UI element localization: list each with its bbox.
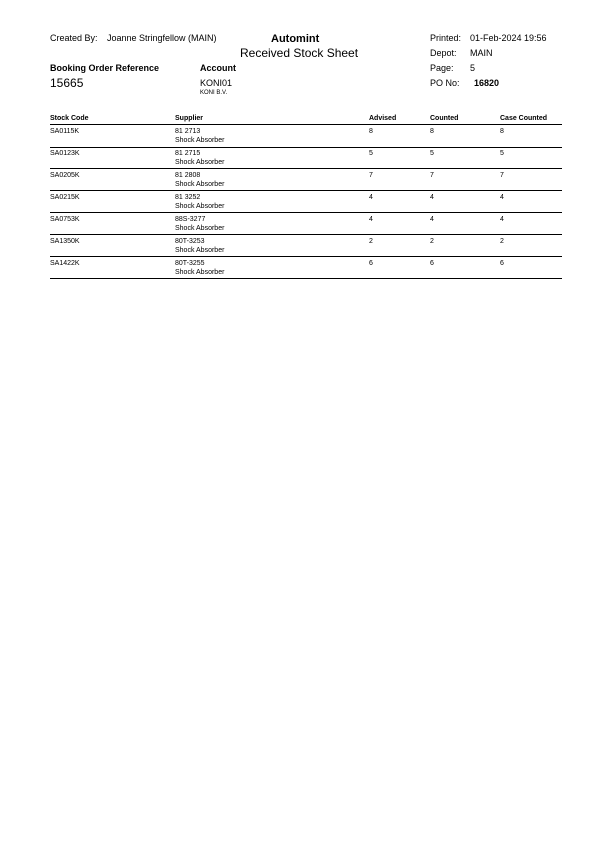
stock-code-cell: SA0205K: [50, 172, 80, 179]
case-counted-cell: 8: [500, 128, 504, 135]
column-header-stock-code: Stock Code: [50, 115, 89, 122]
description-cell: Shock Absorber: [175, 137, 225, 144]
supplier-cell: 81 2808: [175, 172, 201, 179]
counted-cell: 4: [430, 216, 434, 223]
stock-code-cell: SA0123K: [50, 150, 80, 157]
supplier-cell: 88S-3277: [175, 216, 206, 223]
booking-ref-label: Booking Order Reference: [50, 63, 160, 73]
column-header-advised: Advised: [369, 115, 397, 122]
description-cell: Shock Absorber: [175, 181, 225, 188]
case-counted-cell: 4: [500, 216, 504, 223]
stock-code-cell: SA0753K: [50, 216, 80, 223]
case-counted-cell: 4: [500, 194, 504, 201]
advised-cell: 4: [369, 216, 373, 223]
description-cell: Shock Absorber: [175, 225, 225, 232]
created-by-value: Joanne Stringfellow (MAIN): [107, 33, 217, 43]
counted-cell: 8: [430, 128, 434, 135]
row-divider: [50, 147, 562, 148]
case-counted-cell: 5: [500, 150, 504, 157]
row-divider: [50, 190, 562, 191]
description-cell: Shock Absorber: [175, 159, 225, 166]
column-header-supplier: Supplier: [175, 115, 204, 122]
advised-cell: 8: [369, 128, 373, 135]
stock-code-cell: SA1422K: [50, 260, 80, 267]
case-counted-cell: 6: [500, 260, 504, 267]
stock-code-cell: SA1350K: [50, 238, 80, 245]
booking-ref-value: 15665: [50, 76, 84, 90]
account-label: Account: [200, 63, 236, 73]
supplier-cell: 81 2713: [175, 128, 201, 135]
counted-cell: 7: [430, 172, 434, 179]
page-label: Page:: [430, 63, 454, 73]
row-divider: [50, 256, 562, 257]
advised-cell: 7: [369, 172, 373, 179]
column-header-counted: Counted: [430, 115, 459, 122]
counted-cell: 2: [430, 238, 434, 245]
row-divider: [50, 234, 562, 235]
company-name: Automint: [271, 33, 320, 45]
po-label: PO No:: [430, 78, 460, 88]
depot-value: MAIN: [470, 48, 493, 58]
supplier-cell: 80T-3255: [175, 260, 205, 267]
counted-cell: 5: [430, 150, 434, 157]
counted-cell: 4: [430, 194, 434, 201]
header-divider: [50, 124, 562, 125]
advised-cell: 4: [369, 194, 373, 201]
row-divider: [50, 168, 562, 169]
column-header-case-counted: Case Counted: [500, 115, 548, 122]
supplier-cell: 81 2715: [175, 150, 201, 157]
created-by-label: Created By:: [50, 33, 98, 43]
description-cell: Shock Absorber: [175, 203, 225, 210]
case-counted-cell: 7: [500, 172, 504, 179]
supplier-cell: 81 3252: [175, 194, 201, 201]
description-cell: Shock Absorber: [175, 269, 225, 276]
case-counted-cell: 2: [500, 238, 504, 245]
stock-code-cell: SA0215K: [50, 194, 80, 201]
account-name: KONI B.V.: [200, 90, 228, 96]
depot-label: Depot:: [430, 48, 457, 58]
stock-code-cell: SA0115K: [50, 128, 80, 135]
counted-cell: 6: [430, 260, 434, 267]
row-divider: [50, 278, 562, 279]
supplier-cell: 80T-3253: [175, 238, 205, 245]
row-divider: [50, 212, 562, 213]
advised-cell: 2: [369, 238, 373, 245]
advised-cell: 5: [369, 150, 373, 157]
report-title: Received Stock Sheet: [240, 46, 359, 60]
printed-label: Printed:: [430, 33, 462, 43]
po-value: 16820: [474, 78, 500, 88]
advised-cell: 6: [369, 260, 373, 267]
printed-value: 01-Feb-2024 19:56: [470, 33, 547, 43]
account-code: KONI01: [200, 78, 233, 88]
page-value: 5: [470, 63, 476, 73]
description-cell: Shock Absorber: [175, 247, 225, 254]
